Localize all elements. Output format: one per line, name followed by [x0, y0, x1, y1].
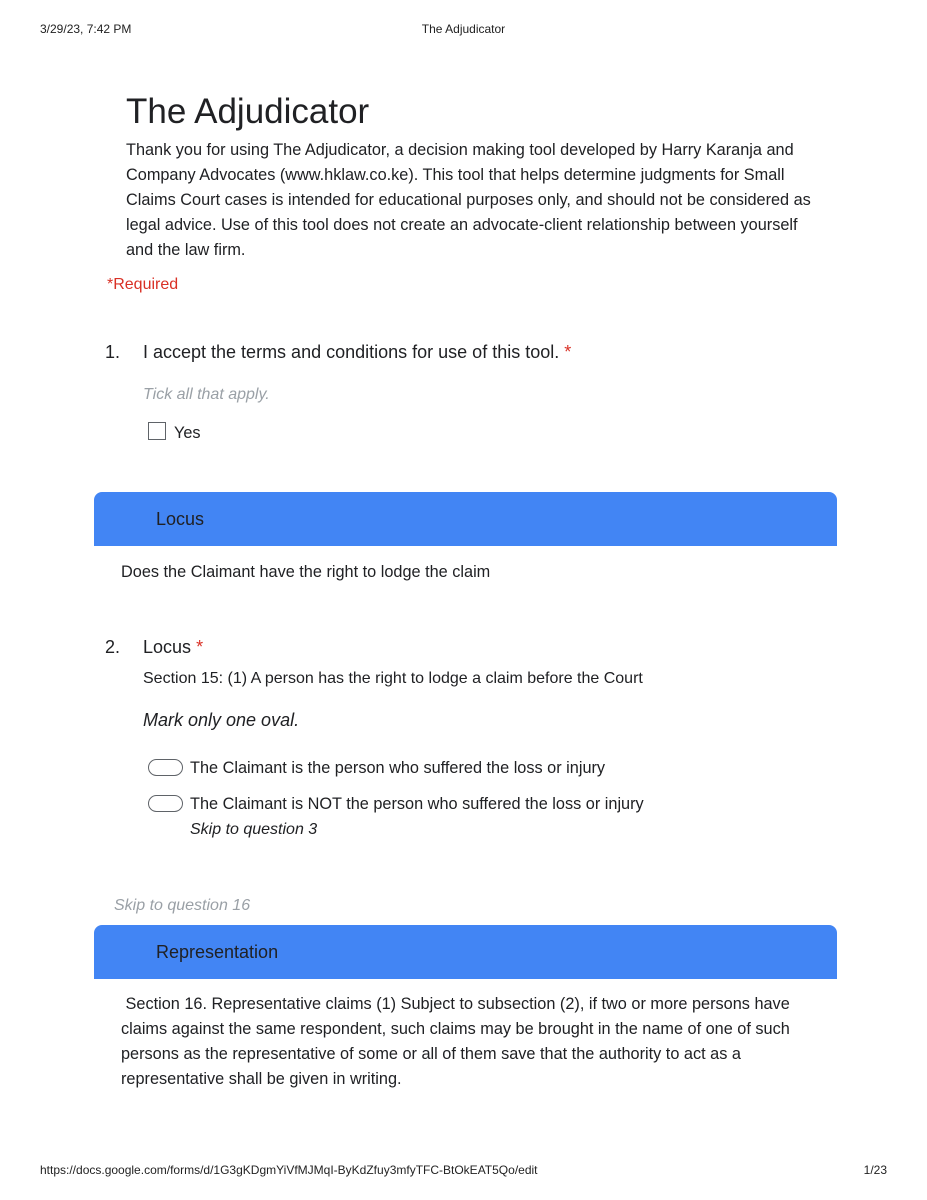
yes-checkbox-label[interactable]: Yes [174, 424, 201, 442]
section-header-locus-title: Locus [156, 509, 205, 529]
oval-option-2[interactable] [148, 795, 183, 812]
oval-option-1[interactable] [148, 759, 183, 776]
question-1-title-text: I accept the terms and conditions for use of this tool. [143, 342, 560, 362]
form-title: The Adjudicator [126, 92, 370, 131]
question-1-hint: Tick all that apply. [143, 386, 270, 403]
section-representation-description: Section 16. Representative claims (1) Subject to subsection (2), if two or more persons have claims against the same respondent, such claims may be brought in the name of one of such persons as the representative of some or all of them save that the authority to act as a representative shall be given in writing. [121, 995, 795, 1088]
oval-option-2-label[interactable]: The Claimant is NOT the person who suffered the loss or injury [190, 795, 644, 813]
form-description: Thank you for using The Adjudicator, a decision making tool developed by Harry Karanja and Company Advocates (www.hklaw.co.ke). This tool that helps determine judgments for Small Claims Court cases is intended for educational purposes only, and should not be considered as legal advice. Use of this tool does not create an advocate-client relationship between yourself and the law firm. [126, 141, 811, 259]
oval-option-2-skip: Skip to question 3 [190, 821, 318, 838]
print-footer-url: https://docs.google.com/forms/d/1G3gKDgmYiVfMJMqI-ByKdZfuy3mfyTFC-BtOkEAT5Qo/edit [40, 1163, 538, 1177]
yes-checkbox[interactable] [148, 422, 166, 440]
question-2-number: 2. [105, 637, 121, 657]
oval-option-1-label[interactable]: The Claimant is the person who suffered the loss or injury [190, 759, 606, 777]
print-page-title: The Adjudicator [421, 22, 506, 36]
required-note: *Required [107, 276, 179, 293]
question-2-hint: Mark only one oval. [143, 710, 300, 730]
question-1-title [143, 342, 571, 363]
section-skip-note: Skip to question 16 [114, 897, 251, 914]
required-star: * [564, 342, 572, 362]
section-header-locus [94, 492, 837, 546]
section-header-representation [94, 925, 837, 979]
print-footer-page-number: 1/23 [863, 1163, 887, 1177]
section-header-representation-title: Representation [156, 942, 279, 962]
required-star: * [196, 637, 204, 657]
question-1-number: 1. [105, 342, 121, 362]
question-2-title-text: Locus [143, 637, 192, 657]
print-datetime: 3/29/23, 7:42 PM [40, 22, 132, 36]
section-locus-description: Does the Claimant have the right to lodge the claim [121, 563, 491, 581]
question-2-description: Section 15: (1) A person has the right to lodge a claim before the Court [143, 670, 643, 687]
question-2-title [143, 637, 203, 658]
